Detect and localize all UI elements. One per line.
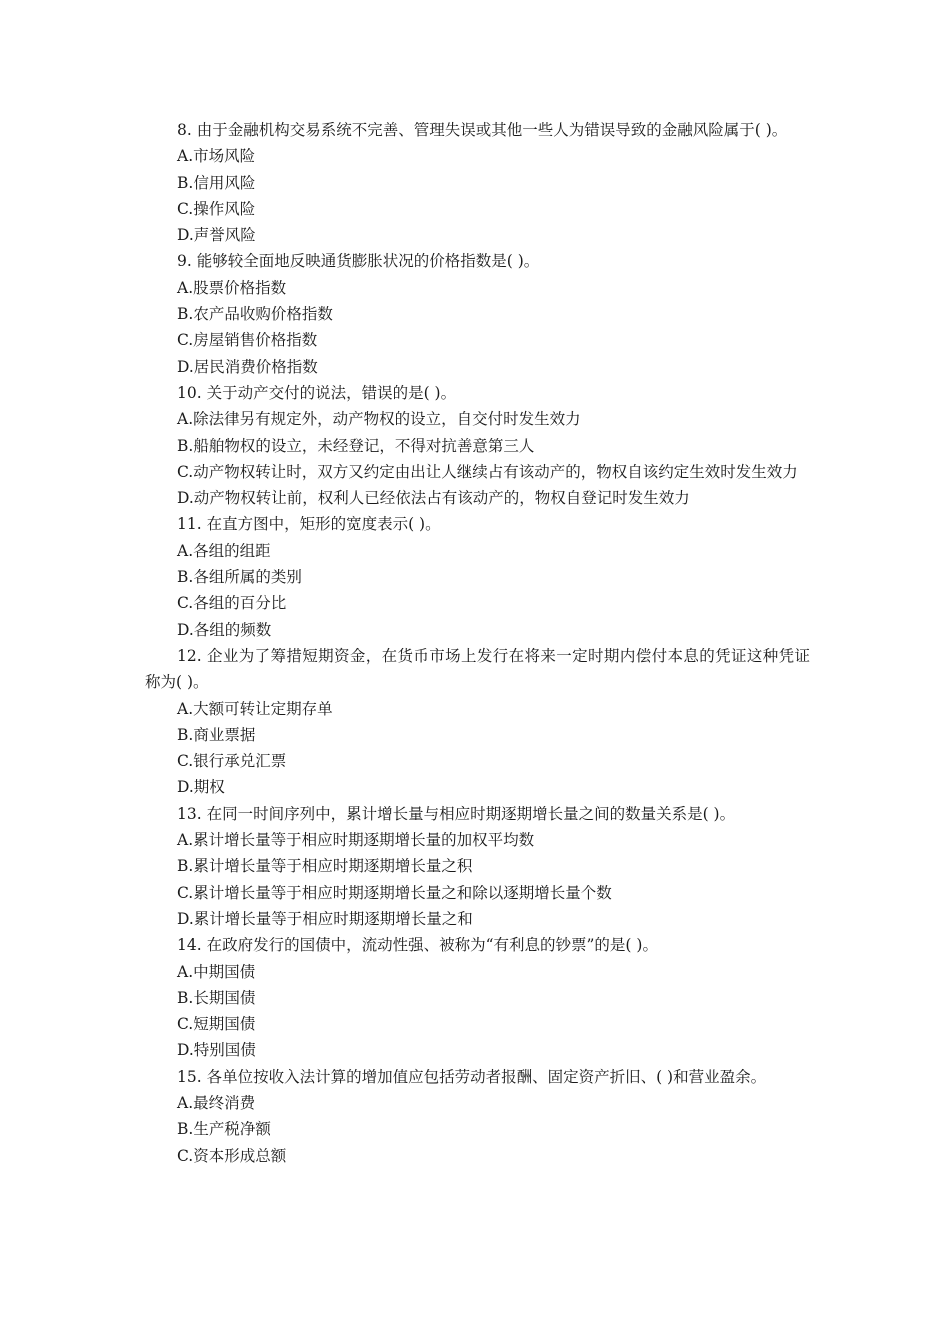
question-stem: 8. 由于金融机构交易系统不完善、管理失误或其他一些人为错误导致的金融风险属于( )。 <box>177 121 788 139</box>
option: B.信用风险 <box>177 173 256 192</box>
option: A.累计增长量等于相应时期逐期增长量的加权平均数 <box>177 831 535 850</box>
option: C.银行承兑汇票 <box>177 752 287 771</box>
option: A.中期国债 <box>177 962 256 981</box>
option: B.生产税净额 <box>177 1120 271 1139</box>
question-stem: 13. 在同一时间序列中，累计增长量与相应时期逐期增长量之间的数量关系是( )。 <box>177 804 736 823</box>
option: C.房屋销售价格指数 <box>177 331 318 350</box>
option: A.各组的组距 <box>177 541 271 560</box>
option: D.特别国债 <box>177 1041 256 1060</box>
option: D.动产物权转让前，权利人已经依法占有该动产的，物权自登记时发生效力 <box>177 489 690 508</box>
option: A.市场风险 <box>177 147 256 166</box>
option: A.大额可转让定期存单 <box>177 699 333 718</box>
option: B.各组所属的类别 <box>177 568 302 587</box>
option: C.资本形成总额 <box>177 1146 287 1165</box>
option: D.声誉风险 <box>177 226 256 245</box>
question-stem: 9. 能够较全面地反映通货膨胀状况的价格指数是( )。 <box>177 252 540 271</box>
option: C.动产物权转让时，双方又约定由出让人继续占有该动产的，物权自该约定生效时发生效力 <box>177 462 798 481</box>
option: A.最终消费 <box>177 1093 256 1112</box>
option: C.累计增长量等于相应时期逐期增长量之和除以逐期增长量个数 <box>177 883 612 902</box>
option: D.居民消费价格指数 <box>177 357 318 376</box>
option: B.船舶物权的设立，未经登记，不得对抗善意第三人 <box>177 436 535 455</box>
option: C.各组的百分比 <box>177 594 287 613</box>
option: B.农产品收购价格指数 <box>177 305 333 324</box>
option: B.累计增长量等于相应时期逐期增长量之积 <box>177 857 473 876</box>
option: B.长期国债 <box>177 988 256 1007</box>
question-stem: 11. 在直方图中，矩形的宽度表示( )。 <box>177 515 441 534</box>
question-stem: 12. 企业为了筹措短期资金，在货币市场上发行在将来一定时期内偿付本息的凭证这种凭证称为( )。 <box>145 646 810 692</box>
option: C.短期国债 <box>177 1015 256 1034</box>
question-stem: 14. 在政府发行的国债中，流动性强、被称为“有利息的钞票”的是( )。 <box>177 936 658 955</box>
option: D.累计增长量等于相应时期逐期增长量之和 <box>177 909 473 928</box>
document-page <box>145 117 810 1169</box>
option: D.各组的频数 <box>177 620 272 639</box>
question-stem: 10. 关于动产交付的说法，错误的是( )。 <box>177 383 457 402</box>
option: A.除法律另有规定外，动产物权的设立，自交付时发生效力 <box>177 410 581 429</box>
option: A.股票价格指数 <box>177 278 287 297</box>
option: D.期权 <box>177 778 225 797</box>
question-stem: 15. 各单位按收入法计算的增加值应包括劳动者报酬、固定资产折旧、( )和营业盈余。 <box>177 1067 767 1086</box>
option: B.商业票据 <box>177 725 256 744</box>
option: C.操作风险 <box>177 199 256 218</box>
